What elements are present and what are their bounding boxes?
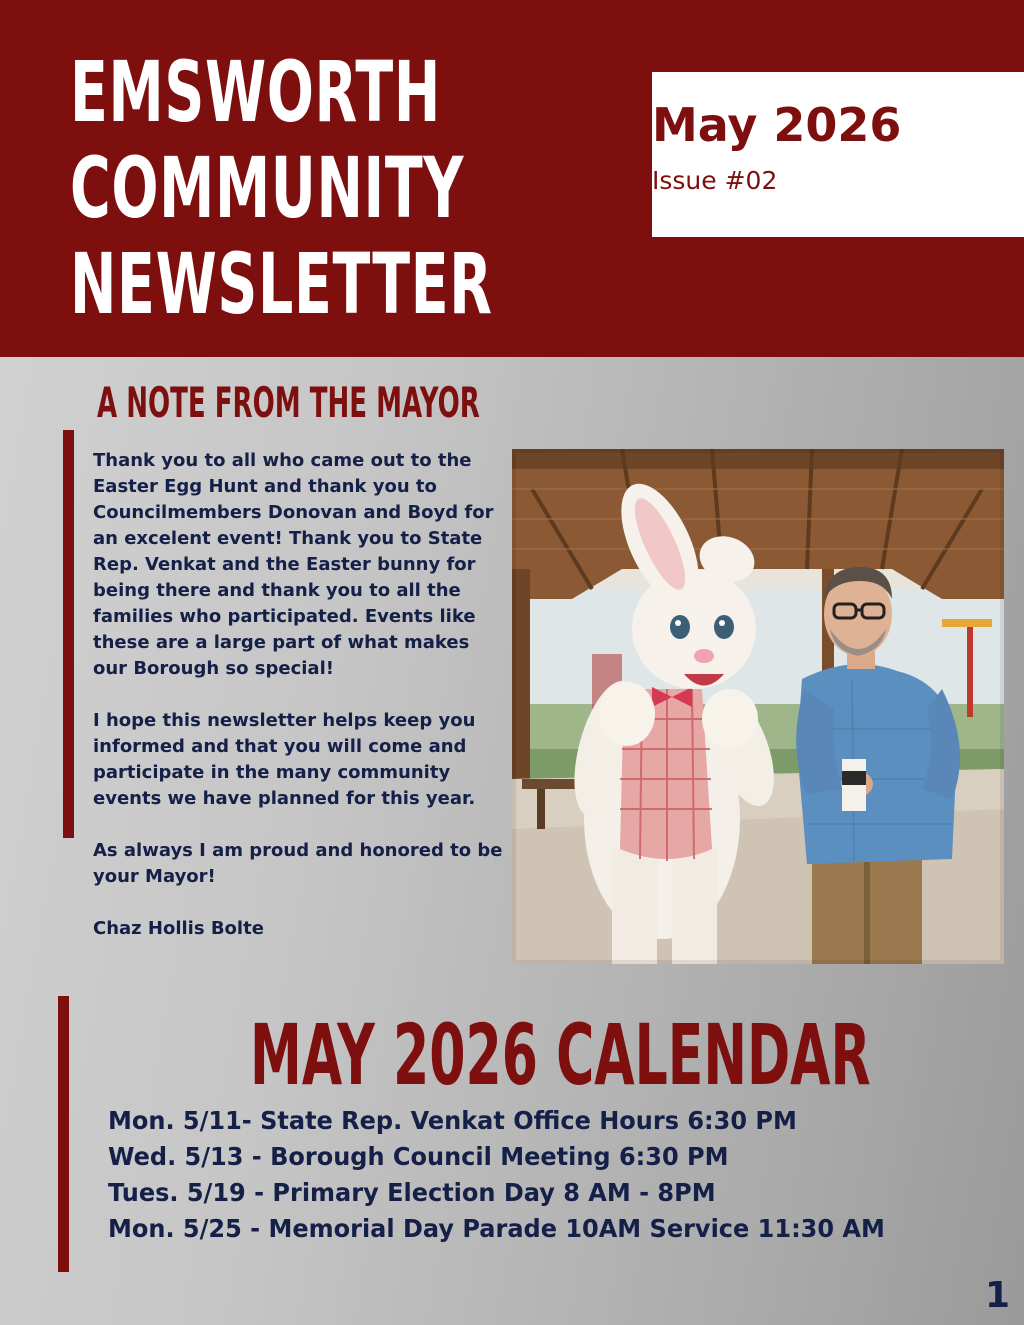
mayor-note-body <box>93 448 503 942</box>
newsletter-title <box>70 44 493 332</box>
calendar-heading: MAY 2026 CALENDAR <box>250 1006 871 1104</box>
issue-info-box <box>652 72 1024 237</box>
calendar-event: Wed. 5/13 - Borough Council Meeting 6:30 PM <box>108 1142 729 1171</box>
calendar-event: Mon. 5/11- State Rep. Venkat Office Hours 6:30 PM <box>108 1106 797 1135</box>
issue-number: Issue #02 <box>652 166 778 195</box>
mayor-note-accent-bar <box>63 430 74 838</box>
calendar-event: Mon. 5/25 - Memorial Day Parade 10AM Service 11:30 AM <box>108 1214 885 1243</box>
mayor-note-paragraph: As always I am proud and honored to be your Mayor! <box>93 840 503 887</box>
title-line: EMSWORTH <box>70 43 441 141</box>
mayor-note-heading: A NOTE FROM THE MAYOR <box>97 378 480 427</box>
title-line: COMMUNITY <box>70 139 465 237</box>
calendar-event-list <box>108 1103 917 1247</box>
page-number: 1 <box>984 1275 1010 1316</box>
mayor-note-paragraph: Thank you to all who came out to the Easter Egg Hunt and thank you to Councilmembers Donovan and Boyd for an excelent event! Thank you to State Rep. Venkat and the Easter bunny for being there and thank you to all the families who participated. Events like these are a large part of what makes our Borough so special! <box>93 450 494 679</box>
calendar-accent-bar <box>58 996 69 1272</box>
issue-month: May 2026 <box>652 98 902 152</box>
mayor-signature: Chaz Hollis Bolte <box>93 918 264 939</box>
title-line: NEWSLETTER <box>70 235 493 333</box>
calendar-event: Tues. 5/19 - Primary Election Day 8 AM - 8PM <box>108 1178 716 1207</box>
mayor-note-paragraph: I hope this newsletter helps keep you informed and that you will come and participate in the many community events we have planned for this year. <box>93 710 476 809</box>
easter-event-photo <box>512 449 1004 964</box>
